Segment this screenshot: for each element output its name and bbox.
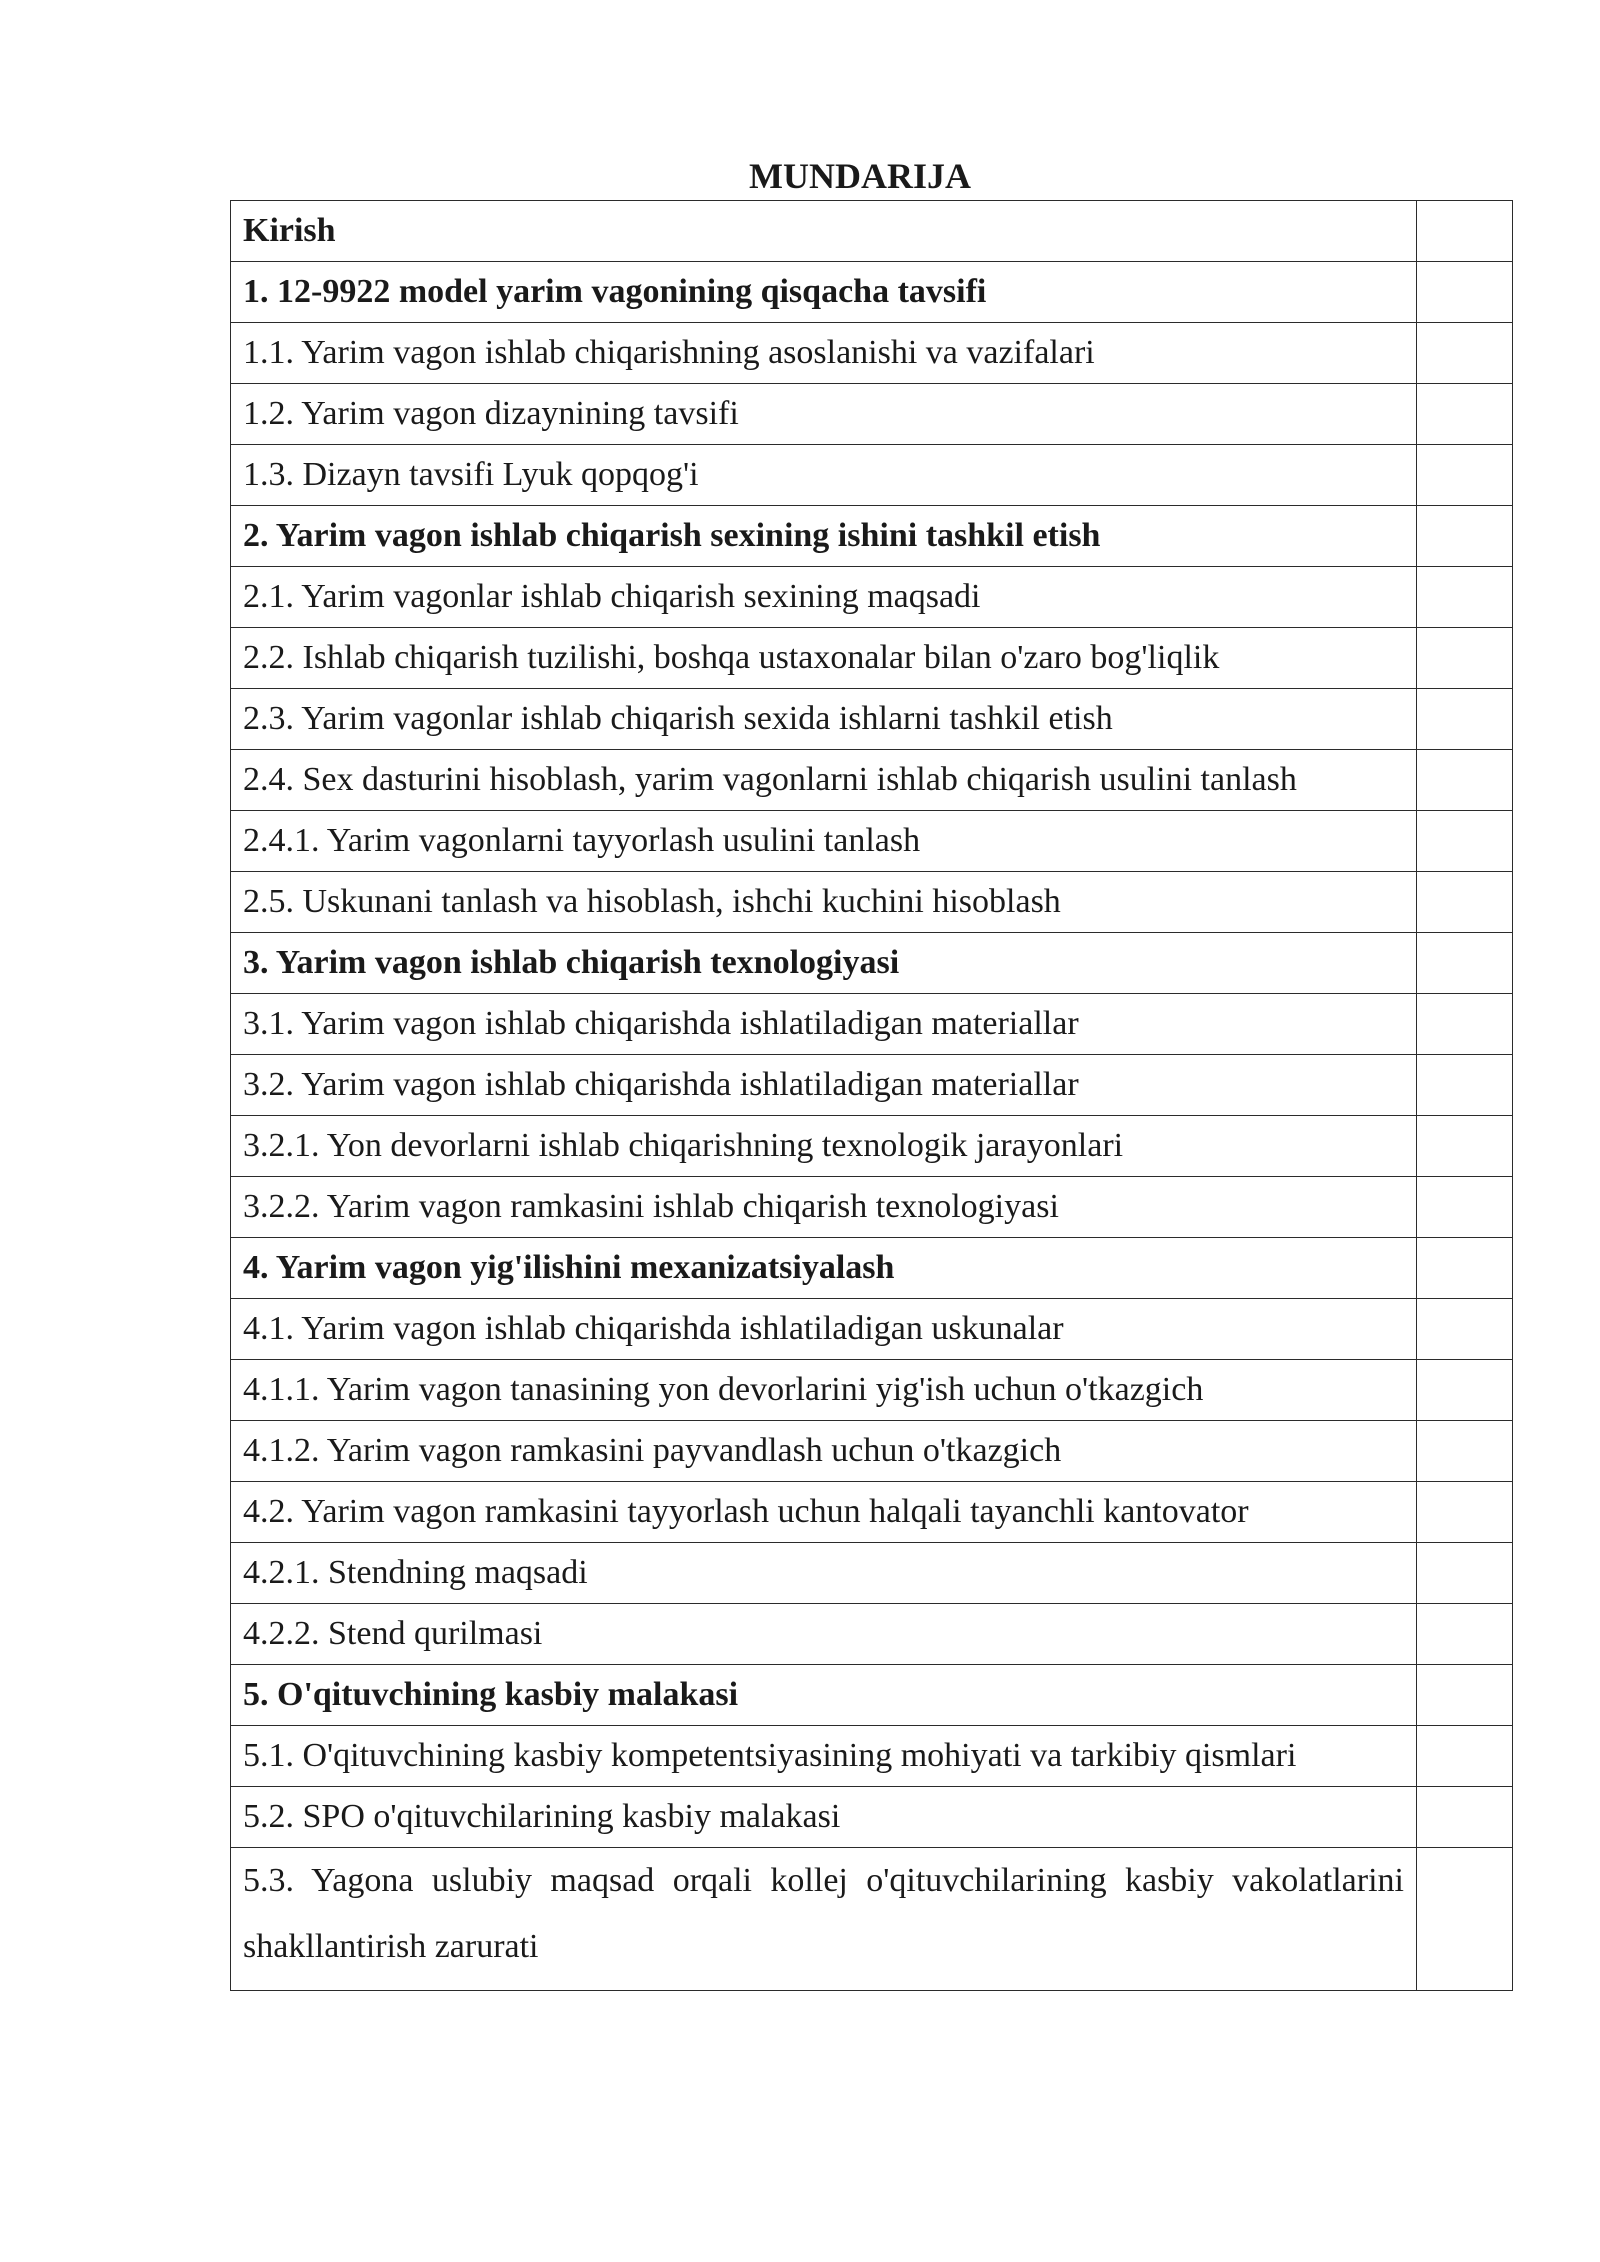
toc-entry-title: 2. Yarim vagon ishlab chiqarish sexining ishini tashkil etish — [231, 506, 1417, 567]
toc-row — [231, 384, 1513, 445]
toc-row — [231, 1421, 1513, 1482]
table-of-contents — [230, 200, 1513, 1991]
toc-entry-page — [1417, 1665, 1513, 1726]
toc-entry-title: 5.1. O'qituvchining kasbiy kompetentsiyasining mohiyati va tarkibiy qismlari — [231, 1726, 1417, 1787]
toc-entry-title: 2.4. Sex dasturini hisoblash, yarim vagonlarni ishlab chiqarish usulini tanlash — [231, 750, 1417, 811]
toc-row — [231, 201, 1513, 262]
toc-row — [231, 262, 1513, 323]
toc-entry-page — [1417, 1726, 1513, 1787]
toc-entry-page — [1417, 1360, 1513, 1421]
toc-entry-page — [1417, 1848, 1513, 1991]
toc-row — [231, 1848, 1513, 1991]
toc-entry-title: 2.4.1. Yarim vagonlarni tayyorlash usulini tanlash — [231, 811, 1417, 872]
toc-entry-title: 4.2.1. Stendning maqsadi — [231, 1543, 1417, 1604]
toc-entry-page — [1417, 262, 1513, 323]
toc-entry-title: Kirish — [231, 201, 1417, 262]
toc-row — [231, 1543, 1513, 1604]
toc-entry-page — [1417, 689, 1513, 750]
toc-entry-page — [1417, 201, 1513, 262]
toc-row — [231, 994, 1513, 1055]
toc-row — [231, 1177, 1513, 1238]
toc-entry-title: 4.1. Yarim vagon ishlab chiqarishda ishlatiladigan uskunalar — [231, 1299, 1417, 1360]
toc-row — [231, 1787, 1513, 1848]
toc-row — [231, 1238, 1513, 1299]
toc-row — [231, 1726, 1513, 1787]
toc-entry-title: 3.2. Yarim vagon ishlab chiqarishda ishlatiladigan materiallar — [231, 1055, 1417, 1116]
toc-entry-page — [1417, 506, 1513, 567]
toc-row — [231, 750, 1513, 811]
toc-entry-page — [1417, 1482, 1513, 1543]
toc-entry-page — [1417, 811, 1513, 872]
toc-entry-page — [1417, 750, 1513, 811]
toc-entry-title: 5.2. SPO o'qituvchilarining kasbiy malakasi — [231, 1787, 1417, 1848]
toc-entry-page — [1417, 384, 1513, 445]
toc-entry-title: 1.3. Dizayn tavsifi Lyuk qopqog'i — [231, 445, 1417, 506]
toc-entry-title: 2.5. Uskunani tanlash va hisoblash, ishchi kuchini hisoblash — [231, 872, 1417, 933]
toc-entry-page — [1417, 1299, 1513, 1360]
toc-row — [231, 1604, 1513, 1665]
toc-entry-title: 2.1. Yarim vagonlar ishlab chiqarish sexining maqsadi — [231, 567, 1417, 628]
toc-row — [231, 1116, 1513, 1177]
toc-entry-title: 3.1. Yarim vagon ishlab chiqarishda ishlatiladigan materiallar — [231, 994, 1417, 1055]
toc-row — [231, 1482, 1513, 1543]
toc-entry-page — [1417, 933, 1513, 994]
toc-entry-title: 4. Yarim vagon yig'ilishini mexanizatsiyalash — [231, 1238, 1417, 1299]
toc-entry-title: 4.2.2. Stend qurilmasi — [231, 1604, 1417, 1665]
toc-entry-page — [1417, 1055, 1513, 1116]
toc-row — [231, 689, 1513, 750]
toc-entry-page — [1417, 628, 1513, 689]
toc-row — [231, 445, 1513, 506]
toc-entry-title: 3.2.2. Yarim vagon ramkasini ishlab chiqarish texnologiyasi — [231, 1177, 1417, 1238]
toc-row — [231, 567, 1513, 628]
toc-entry-page — [1417, 872, 1513, 933]
toc-entry-title: 5.3. Yagona uslubiy maqsad orqali kollej o'qituvchilarining kasbiy vakolatlarini shakllantirish zarurati — [231, 1848, 1417, 1991]
toc-row — [231, 506, 1513, 567]
toc-entry-title: 3.2.1. Yon devorlarni ishlab chiqarishning texnologik jarayonlari — [231, 1116, 1417, 1177]
toc-row — [231, 811, 1513, 872]
toc-entry-page — [1417, 445, 1513, 506]
page-title: MUNDARIJA — [749, 156, 971, 196]
toc-body — [231, 201, 1513, 1991]
toc-entry-page — [1417, 1604, 1513, 1665]
toc-entry-page — [1417, 1787, 1513, 1848]
toc-entry-page — [1417, 1543, 1513, 1604]
toc-entry-page — [1417, 1116, 1513, 1177]
toc-entry-title: 2.3. Yarim vagonlar ishlab chiqarish sexida ishlarni tashkil etish — [231, 689, 1417, 750]
toc-entry-title: 4.2. Yarim vagon ramkasini tayyorlash uchun halqali tayanchli kantovator — [231, 1482, 1417, 1543]
toc-row — [231, 628, 1513, 689]
toc-entry-title: 1.2. Yarim vagon dizaynining tavsifi — [231, 384, 1417, 445]
toc-entry-title: 5. O'qituvchining kasbiy malakasi — [231, 1665, 1417, 1726]
toc-row — [231, 1299, 1513, 1360]
toc-row — [231, 1055, 1513, 1116]
toc-row — [231, 933, 1513, 994]
toc-entry-page — [1417, 994, 1513, 1055]
toc-entry-title: 4.1.2. Yarim vagon ramkasini payvandlash uchun o'tkazgich — [231, 1421, 1417, 1482]
toc-entry-page — [1417, 323, 1513, 384]
toc-entry-page — [1417, 1421, 1513, 1482]
toc-row — [231, 323, 1513, 384]
toc-row — [231, 1665, 1513, 1726]
toc-row — [231, 872, 1513, 933]
toc-row — [231, 1360, 1513, 1421]
toc-entry-title: 3. Yarim vagon ishlab chiqarish texnologiyasi — [231, 933, 1417, 994]
toc-entry-page — [1417, 567, 1513, 628]
toc-entry-title: 1.1. Yarim vagon ishlab chiqarishning asoslanishi va vazifalari — [231, 323, 1417, 384]
toc-entry-title: 2.2. Ishlab chiqarish tuzilishi, boshqa ustaxonalar bilan o'zaro bog'liqlik — [231, 628, 1417, 689]
toc-entry-page — [1417, 1177, 1513, 1238]
toc-entry-page — [1417, 1238, 1513, 1299]
toc-entry-title: 1. 12-9922 model yarim vagonining qisqacha tavsifi — [231, 262, 1417, 323]
toc-entry-title: 4.1.1. Yarim vagon tanasining yon devorlarini yig'ish uchun o'tkazgich — [231, 1360, 1417, 1421]
